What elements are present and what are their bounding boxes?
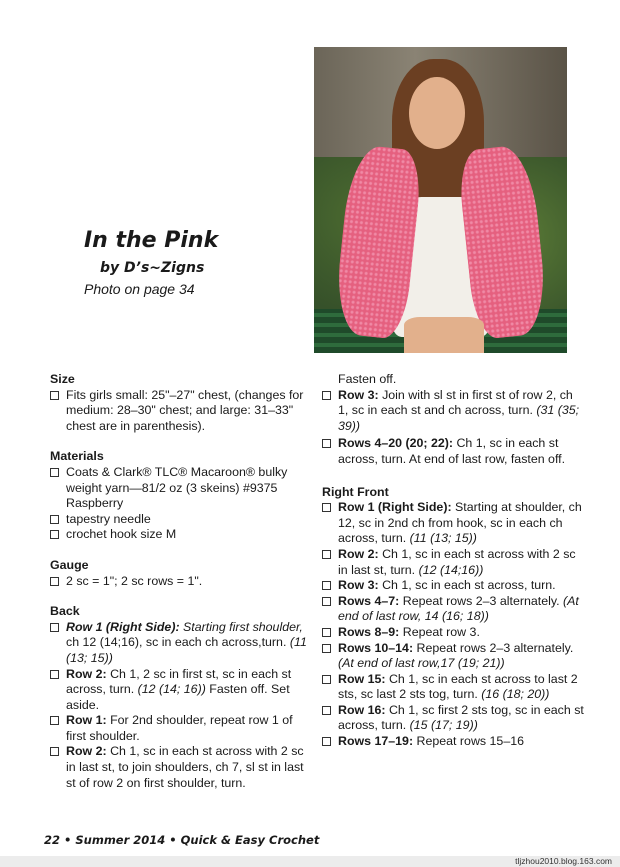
checkbox-icon[interactable] [322,644,331,653]
rf-row-15: Row 15: Ch 1, sc in each st across to last 2 sts, sc last 2 sts tog, turn. (16 (18; 20)) [322,672,584,703]
checkbox-icon[interactable] [322,597,331,606]
checkbox-icon[interactable] [322,503,331,512]
checkbox-icon[interactable] [322,628,331,637]
checkbox-icon[interactable] [50,747,59,756]
checkbox-icon[interactable] [50,515,59,524]
back-row-1: Row 1 (Right Side): Starting first shoulder, ch 12 (14;16), sc in each ch across,turn. (11 (13; 15)) [50,620,312,667]
right-front-heading: Right Front [322,484,389,499]
page-footer: 22 • Summer 2014 • Quick & Easy Crochet [44,833,320,847]
checkbox-icon[interactable] [322,675,331,684]
gauge-heading: Gauge [50,557,89,572]
rf-rows-8-9: Rows 8–9: Repeat row 3. [322,625,584,641]
back-row-3: Row 3: Join with sl st in first st of row 2, ch 1, sc in each st and ch across, turn. (31 (35; 39)) [322,388,584,435]
model-photo [314,47,567,353]
checkbox-icon[interactable] [50,623,59,632]
materials-item-yarn: Coats & Clark® TLC® Macaroon® bulky weight yarn—81/2 oz (3 skeins) #9375 Raspberry [50,465,312,512]
checkbox-icon[interactable] [322,550,331,559]
rf-row-2: Row 2: Ch 1, sc in each st across with 2 sc in last st, turn. (12 (14;16)) [322,547,584,578]
checkbox-icon[interactable] [322,581,331,590]
watermark: tljzhou2010.blog.163.com [515,856,612,866]
continuation-text: Fasten off. [338,372,397,386]
photo-face [409,77,465,149]
checkbox-icon[interactable] [50,530,59,539]
checkbox-icon[interactable] [50,391,59,400]
rf-row-1: Row 1 (Right Side): Starting at shoulder, ch 12, sc in 2nd ch from hook, sc in each ch across, turn. (11 (13; 15)) [322,500,584,547]
photo-reference: Photo on page 34 [84,281,195,297]
materials-heading: Materials [50,449,104,464]
rf-row-16: Row 16: Ch 1, sc first 2 sts tog, sc in each st across, turn. (15 (17; 19)) [322,703,584,734]
pattern-title: In the Pink [84,228,219,253]
rf-row-3: Row 3: Ch 1, sc in each st across, turn. [322,578,584,594]
left-column [50,372,312,791]
checkbox-icon[interactable] [322,439,331,448]
back-row-2-second: Row 2: Ch 1, sc in each st across with 2 sc in last st, to join shoulders, ch 7, sl st in last st of row 2 on first shoulder, turn. [50,744,312,791]
back-rows-4-20: Rows 4–20 (20; 22): Ch 1, sc in each st across, turn. At end of last row, fasten off. [322,436,584,467]
checkbox-icon[interactable] [322,706,331,715]
back-row-1-second: Row 1: For 2nd shoulder, repeat row 1 of first shoulder. [50,713,312,744]
back-heading: Back [50,604,80,619]
checkbox-icon[interactable] [50,670,59,679]
materials-item-needle: tapestry needle [50,512,312,528]
checkbox-icon[interactable] [322,391,331,400]
right-column [322,372,584,750]
gauge-item: 2 sc = 1"; 2 sc rows = 1". [50,574,312,590]
checkbox-icon[interactable] [322,737,331,746]
back-row-2: Row 2: Ch 1, 2 sc in first st, sc in each st across, turn. (12 (14; 16)) Fasten off. Set aside. [50,667,312,714]
size-item: Fits girls small: 25"–27" chest, (changes for medium: 28–30" chest; and large: 31–33" chest are in parenthesis). [50,388,312,435]
rf-rows-10-14: Rows 10–14: Repeat rows 2–3 alternately. (At end of last row,17 (19; 21)) [322,641,584,672]
checkbox-icon[interactable] [50,577,59,586]
rf-rows-4-7: Rows 4–7: Repeat rows 2–3 alternately. (At end of last row, 14 (16; 18)) [322,594,584,625]
designer-byline: by D’s~Zigns [100,260,205,276]
rf-rows-17-19: Rows 17–19: Repeat rows 15–16 [322,734,584,750]
size-heading: Size [50,372,75,386]
checkbox-icon[interactable] [50,468,59,477]
checkbox-icon[interactable] [50,716,59,725]
materials-item-hook: crochet hook size M [50,527,312,543]
photo-legs [404,317,484,353]
